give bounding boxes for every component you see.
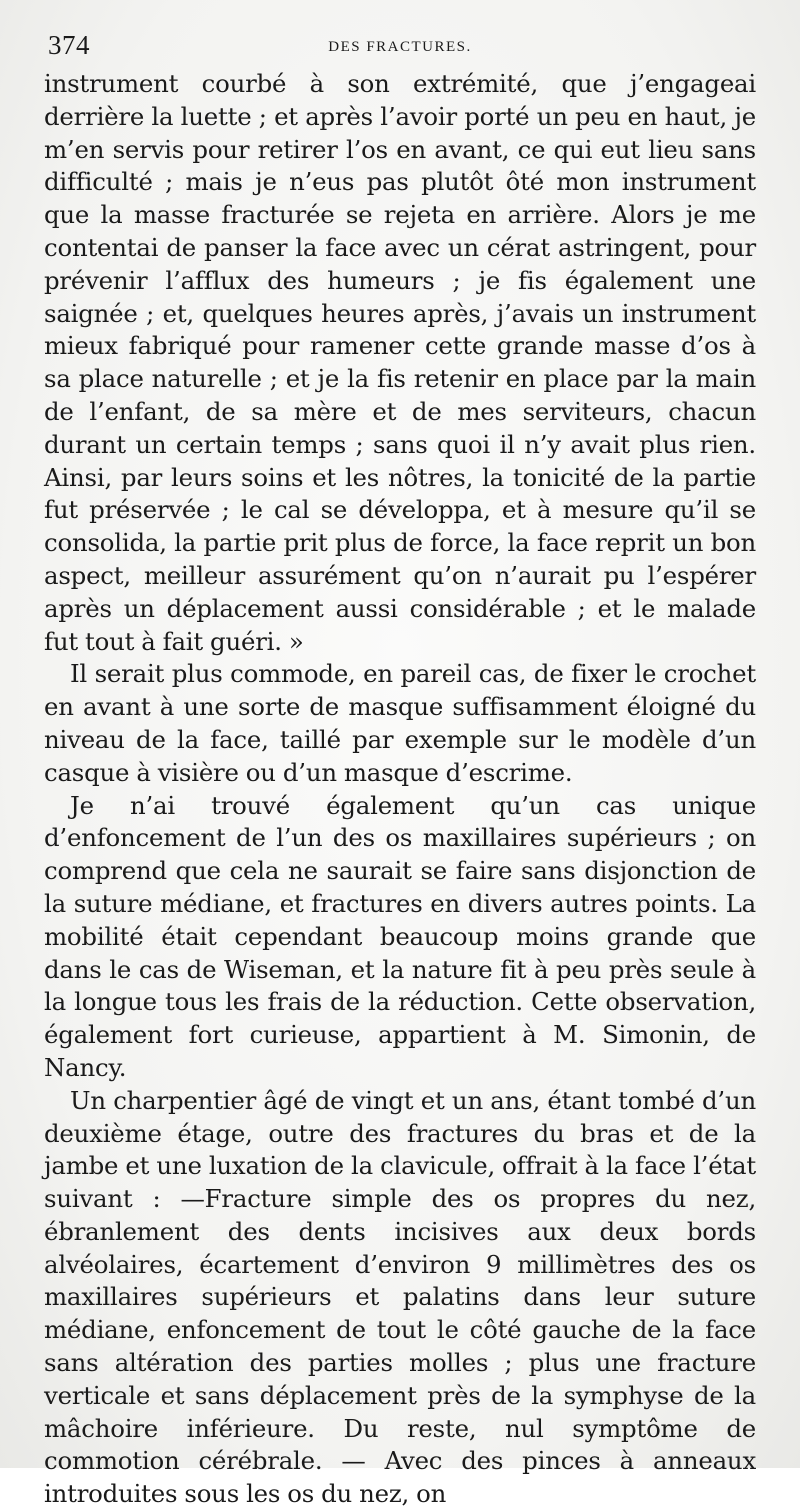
paragraph-4: Un charpentier âgé de vingt et un ans, étant tombé d’un deuxième étage, outre des fractures du bras et de la jambe et une luxation de la clavicule, offrait à la face l’état suivant : —Fracture simple des os propres du nez, ébranlement des dents incisives aux deux bords alvéolaires, écartement d’environ 9 millimètres des os maxillaires supérieurs et palatins dans leur suture médiane, enfoncement de tout le côté gauche de la face sans altération des parties molles ; plus une fracture verticale et sans déplacement près de la symphyse de la mâchoire inférieure. Du reste, nul symptôme de commotion cérébrale. — Avec des pinces à anneaux introduites sous les os du nez, on (44, 1085, 756, 1509)
page-header (44, 30, 756, 64)
paragraph-2: Il serait plus commode, en pareil cas, de fixer le crochet en avant à une sorte de masque suffisamment éloigné du niveau de la face, taillé par exemple sur le modèle d’un casque à visière ou d’un masque d’escrime. (44, 659, 756, 787)
paragraph-1: instrument courbé à son extrémité, que j’engageai derrière la luette ; et après l’avoir porté un peu en haut, je m’en servis pour retirer l’os en avant, ce qui eut lieu sans difficulté ; mais je n’eus pas plutôt ôté mon instrument que la masse fracturée se rejeta en arrière. Alors je me contentai de panser la face avec un cérat astringent, pour prévenir l’afflux des humeurs ; je fis également une saignée ; et, quelques heures après, j’avais un instrument mieux fabriqué pour ramener cette grande masse d’os à sa place naturelle ; et je la fis retenir en place par la main de l’enfant, de sa mère et de mes serviteurs, chacun durant un certain temps ; sans quoi il n’y avait plus rien. Ainsi, par leurs soins et les nôtres, la tonicité de la partie fut préservée ; le cal se développa, et à mesure qu’il se consolida, la partie prit plus de force, la face reprit un bon aspect, meilleur assurément qu’on n’aurait pu l’espérer après un déplacement aussi considérable ; et le malade fut tout à fait guéri. » (44, 69, 756, 656)
paragraph-3: Je n’ai trouvé également qu’un cas unique d’enfoncement de l’un des os maxillaires supérieurs ; on comprend que cela ne saurait se faire sans disjonction de la suture médiane, et fractures en divers autres points. La mobilité était cependant beaucoup moins grande que dans le cas de Wiseman, et la nature fit à peu près seule à la longue tous les frais de la réduction. Cette observation, également fort curieuse, appartient à M. Simonin, de Nancy. (44, 790, 756, 1082)
body-text (44, 68, 756, 1511)
running-title: DES FRACTURES. (328, 39, 472, 55)
page-number: 374 (48, 30, 90, 60)
